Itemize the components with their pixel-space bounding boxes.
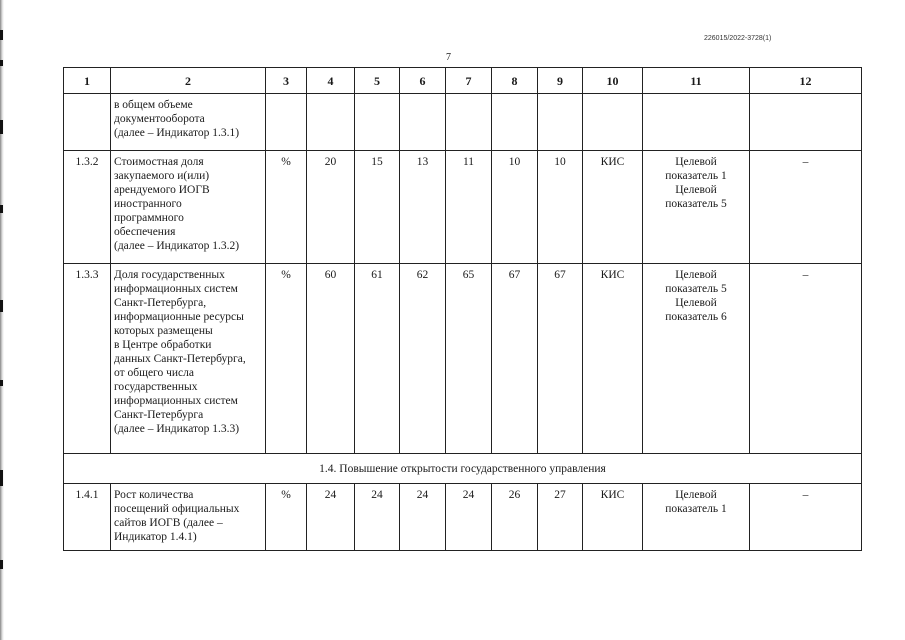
source-cell: КИС — [583, 264, 643, 454]
target-indicator-cell: Целевой показатель 1 Целевой показатель 5 — [643, 151, 750, 264]
indicator-number: 1.3.3 — [64, 264, 111, 454]
note-cell: – — [750, 264, 862, 454]
note-cell — [750, 94, 862, 151]
value-cell: 61 — [355, 264, 400, 454]
value-cell — [307, 94, 355, 151]
value-cell: 10 — [538, 151, 583, 264]
indicator-name: Стоимостная доля закупаемого и(или) арендуемого ИОГВ иностранного программного обеспечения (далее – Индикатор 1.3.2) — [111, 151, 266, 264]
column-header-row — [64, 68, 862, 94]
value-cell: 67 — [538, 264, 583, 454]
value-cell: 24 — [446, 484, 492, 551]
section-row — [64, 454, 862, 484]
column-header: 8 — [492, 68, 538, 94]
value-cell — [400, 94, 446, 151]
value-cell: 10 — [492, 151, 538, 264]
value-cell: 26 — [492, 484, 538, 551]
value-cell: 67 — [492, 264, 538, 454]
column-header: 3 — [266, 68, 307, 94]
unit-cell — [266, 94, 307, 151]
column-header: 10 — [583, 68, 643, 94]
target-indicator-cell — [643, 94, 750, 151]
value-cell: 15 — [355, 151, 400, 264]
source-cell: КИС — [583, 484, 643, 551]
indicator-name: в общем объеме документооборота (далее – Индикатор 1.3.1) — [111, 94, 266, 151]
value-cell: 27 — [538, 484, 583, 551]
section-title: 1.4. Повышение открытости государственного управления — [64, 454, 862, 484]
column-header: 9 — [538, 68, 583, 94]
column-header: 5 — [355, 68, 400, 94]
table-row — [64, 484, 862, 551]
page-number: 7 — [446, 52, 451, 63]
unit-cell: % — [266, 151, 307, 264]
table-row — [64, 151, 862, 264]
unit-cell: % — [266, 484, 307, 551]
value-cell: 24 — [400, 484, 446, 551]
column-header: 6 — [400, 68, 446, 94]
value-cell: 60 — [307, 264, 355, 454]
table-row — [64, 264, 862, 454]
column-header: 1 — [64, 68, 111, 94]
indicators-table — [63, 67, 862, 551]
column-header: 7 — [446, 68, 492, 94]
value-cell — [446, 94, 492, 151]
target-indicator-cell: Целевой показатель 1 — [643, 484, 750, 551]
value-cell: 24 — [307, 484, 355, 551]
column-header: 12 — [750, 68, 862, 94]
indicator-number: 1.3.2 — [64, 151, 111, 264]
source-cell: КИС — [583, 151, 643, 264]
scan-edge-marks — [0, 0, 5, 640]
document-id: 226015/2022-3728(1) — [704, 35, 772, 42]
value-cell — [355, 94, 400, 151]
table-row — [64, 94, 862, 151]
value-cell: 62 — [400, 264, 446, 454]
column-header: 2 — [111, 68, 266, 94]
value-cell: 20 — [307, 151, 355, 264]
note-cell: – — [750, 484, 862, 551]
indicator-number: 1.4.1 — [64, 484, 111, 551]
value-cell: 13 — [400, 151, 446, 264]
value-cell: 11 — [446, 151, 492, 264]
indicator-name: Рост количества посещений официальных сайтов ИОГВ (далее – Индикатор 1.4.1) — [111, 484, 266, 551]
column-header: 4 — [307, 68, 355, 94]
value-cell: 24 — [355, 484, 400, 551]
value-cell: 65 — [446, 264, 492, 454]
source-cell — [583, 94, 643, 151]
target-indicator-cell: Целевой показатель 5 Целевой показатель 6 — [643, 264, 750, 454]
column-header: 11 — [643, 68, 750, 94]
unit-cell: % — [266, 264, 307, 454]
indicator-number — [64, 94, 111, 151]
value-cell — [492, 94, 538, 151]
indicator-name: Доля государственных информационных систем Санкт-Петербурга, информационные ресурсы которых размещены в Центре обработки данных Санкт-Петербурга, от общего числа государственных информационных систем Санкт-Петербурга (далее – Индикатор 1.3.3) — [111, 264, 266, 454]
note-cell: – — [750, 151, 862, 264]
value-cell — [538, 94, 583, 151]
